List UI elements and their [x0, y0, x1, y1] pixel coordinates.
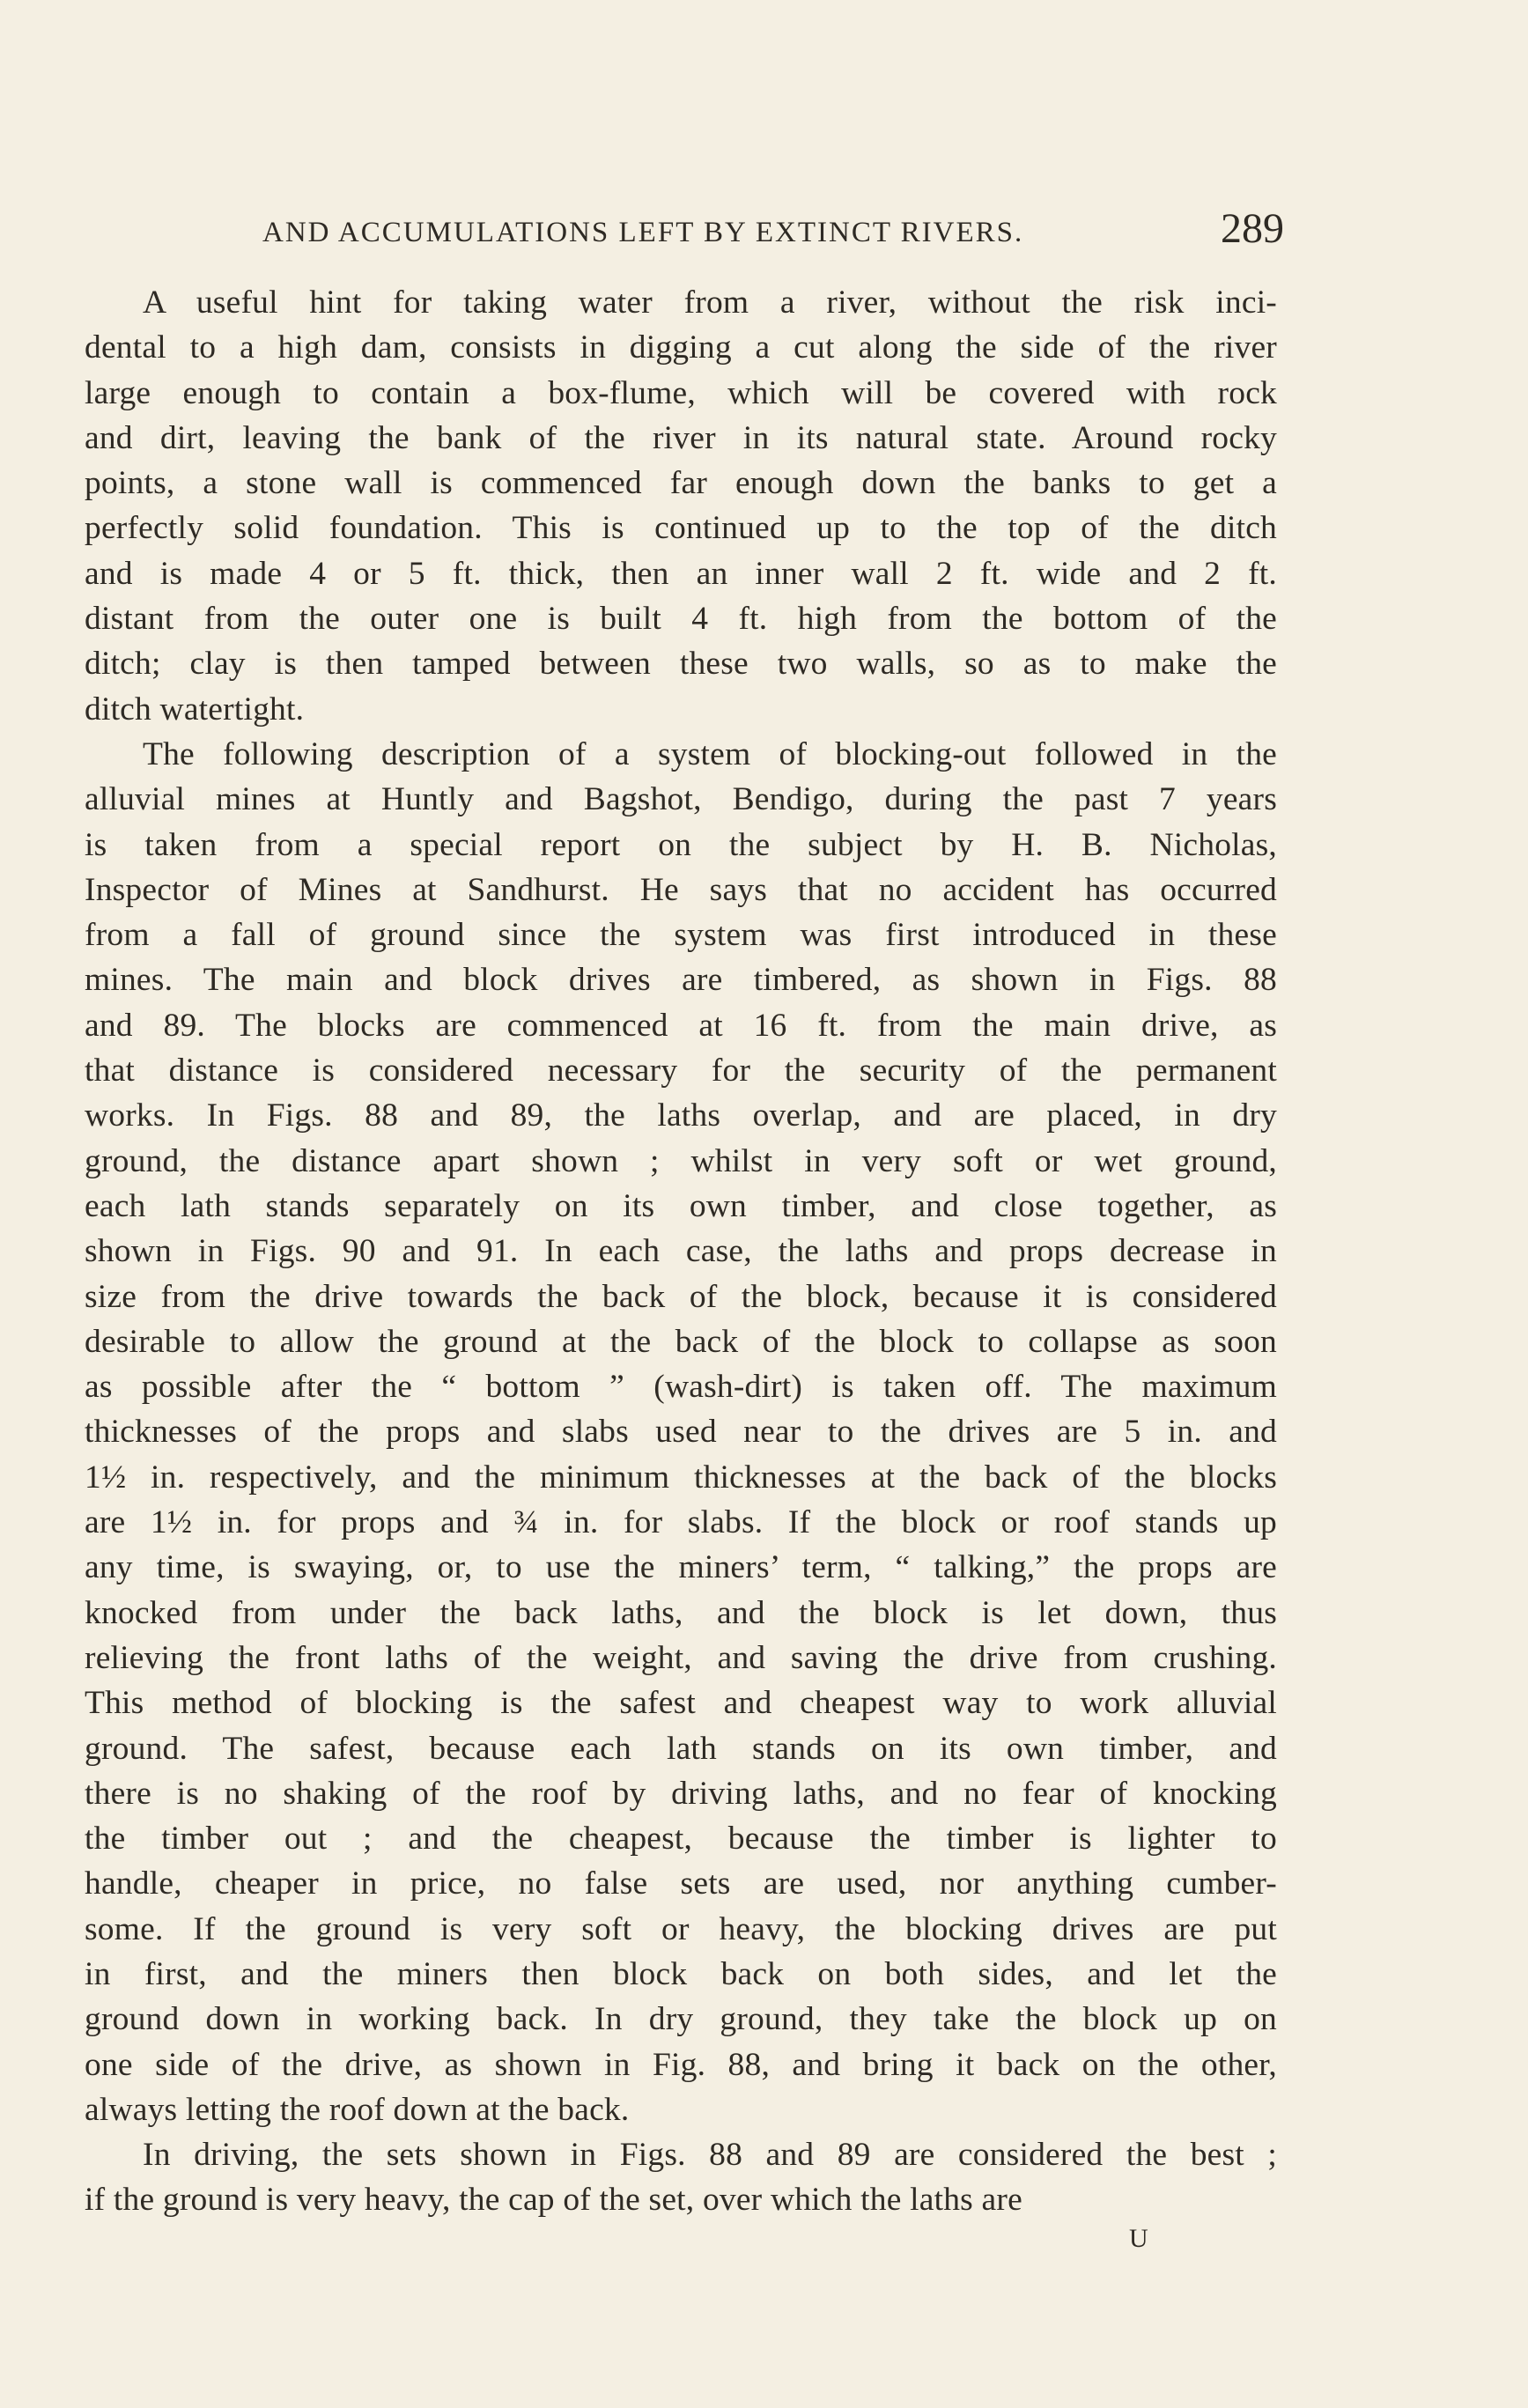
text-line: works. In Figs. 88 and 89, the laths overlap, and are placed, in dry — [85, 1097, 1277, 1134]
signature-mark: U — [1129, 2224, 1149, 2253]
text-line: the timber out ; and the cheapest, because the timber is lighter to — [85, 1821, 1277, 1858]
text-line: some. If the ground is very soft or heavy, the blocking drives are put — [85, 1910, 1277, 1947]
text-line: ground. The safest, because each lath stands on its own timber, and — [85, 1730, 1277, 1767]
text-line: In driving, the sets shown in Figs. 88 and 89 are considered the best ; — [143, 2137, 1277, 2174]
text-line: each lath stands separately on its own timber, and close together, as — [85, 1187, 1277, 1224]
text-line: as possible after the “ bottom ” (wash-dirt) is taken off. The maximum — [85, 1369, 1277, 1406]
text-line: distant from the outer one is built 4 ft. high from the bottom of the — [85, 601, 1277, 638]
text-line: perfectly solid foundation. This is continued up to the top of the ditch — [85, 510, 1277, 547]
text-line: in first, and the miners then block back on both sides, and let the — [85, 1955, 1277, 1992]
page-header — [262, 204, 1284, 257]
text-line: ditch watertight. — [85, 691, 305, 728]
text-line: alluvial mines at Huntly and Bagshot, Bendigo, during the past 7 years — [85, 781, 1277, 818]
text-line: ditch; clay is then tamped between these two walls, so as to make the — [85, 646, 1277, 683]
paragraph-water-intake — [85, 280, 1277, 732]
text-line: This method of blocking is the safest and cheapest way to work alluvial — [85, 1685, 1277, 1722]
text-line: large enough to contain a box-flume, which will be covered with rock — [85, 374, 1277, 411]
text-line: and is made 4 or 5 ft. thick, then an inner wall 2 ft. wide and 2 ft. — [85, 555, 1277, 592]
text-line: handle, cheaper in price, no false sets are used, nor anything cumber- — [85, 1865, 1277, 1902]
text-line: Inspector of Mines at Sandhurst. He says that no accident has occurred — [85, 871, 1277, 908]
text-line: points, a stone wall is commenced far enough down the banks to get a — [85, 465, 1277, 502]
text-line: and dirt, leaving the bank of the river in its natural state. Around rocky — [85, 419, 1277, 456]
text-line: dental to a high dam, consists in digging a cut along the side of the river — [85, 329, 1277, 366]
text-line: relieving the front laths of the weight, and saving the drive from crushing. — [85, 1639, 1277, 1676]
text-line: from a fall of ground since the system was first introduced in these — [85, 917, 1277, 954]
text-line: thicknesses of the props and slabs used near to the drives are 5 in. and — [85, 1414, 1277, 1451]
text-line: always letting the roof down at the back. — [85, 2091, 630, 2128]
text-line: shown in Figs. 90 and 91. In each case, the laths and props decrease in — [85, 1233, 1277, 1270]
text-line: knocked from under the back laths, and the block is let down, thus — [85, 1594, 1277, 1631]
text-line: mines. The main and block drives are timbered, as shown in Figs. 88 — [85, 962, 1277, 999]
text-line: and 89. The blocks are commenced at 16 ft. from the main drive, as — [85, 1007, 1277, 1044]
text-line: are 1½ in. for props and ¾ in. for slabs. If the block or roof stands up — [85, 1504, 1277, 1541]
text-line: ground down in working back. In dry ground, they take the block up on — [85, 2001, 1277, 2038]
text-line: The following description of a system of blocking-out followed in the — [143, 735, 1277, 772]
text-line: size from the drive towards the back of the block, because it is considered — [85, 1278, 1277, 1315]
text-line: 1½ in. respectively, and the minimum thicknesses at the back of the blocks — [85, 1459, 1277, 1496]
paragraph-driving-sets — [85, 2132, 1277, 2223]
text-line: A useful hint for taking water from a river, without the risk inci- — [143, 284, 1277, 321]
text-line: if the ground is very heavy, the cap of the set, over which the laths are — [85, 2182, 1022, 2219]
running-head: AND ACCUMULATIONS LEFT BY EXTINCT RIVERS. — [262, 217, 1024, 248]
text-line: there is no shaking of the roof by driving laths, and no fear of knocking — [85, 1775, 1277, 1812]
text-line: any time, is swaying, or, to use the miners’ term, “ talking,” the props are — [85, 1549, 1277, 1586]
text-line: is taken from a special report on the subject by H. B. Nicholas, — [85, 826, 1277, 863]
body-text — [85, 280, 1277, 2223]
paragraph-blocking-out-system — [85, 732, 1277, 2132]
text-line: ground, the distance apart shown ; whilst in very soft or wet ground, — [85, 1142, 1277, 1179]
text-line: that distance is considered necessary for the security of the permanent — [85, 1053, 1277, 1090]
page-number: 289 — [1221, 205, 1284, 252]
text-line: one side of the drive, as shown in Fig. 88, and bring it back on the other, — [85, 2046, 1277, 2083]
text-line: desirable to allow the ground at the back of the block to collapse as soon — [85, 1323, 1277, 1360]
